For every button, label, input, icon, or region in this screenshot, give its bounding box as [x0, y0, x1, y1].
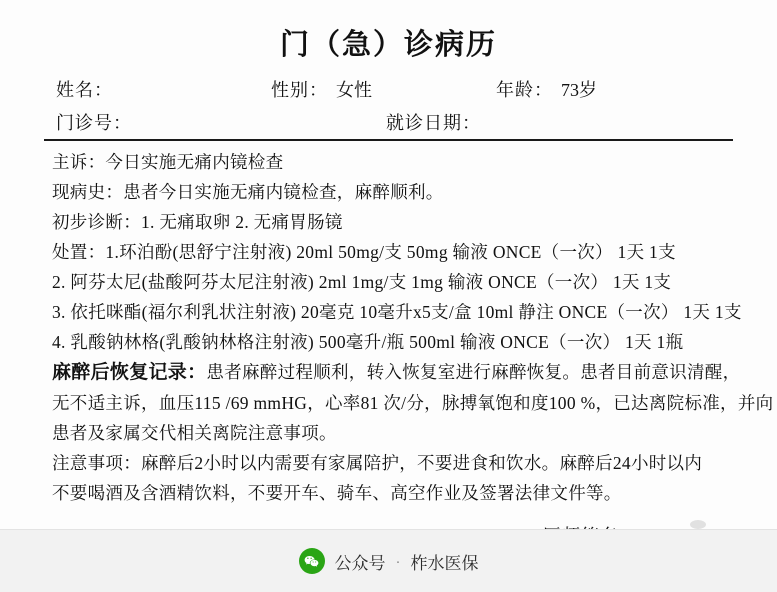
order-item: 2. 阿芬太尼(盐酸阿芬太尼注射液) 2ml 1mg/支 1mg 输液 ONCE（一次） 1天 1支: [52, 272, 672, 292]
notice-text: 不要喝酒及含酒精饮料，不要开车、骑车、高空作业及签署法律文件等。: [52, 483, 622, 503]
orders-label: 处置：: [52, 242, 106, 262]
history-text: 患者今日实施无痛内镜检查，麻醉顺利。: [123, 182, 444, 202]
recovery-text: 患者及家属交代相关离院注意事项。: [52, 423, 337, 443]
visit-date-field: [386, 109, 686, 135]
notice-line-2: [52, 478, 731, 508]
chief-complaint-text: 今日实施无痛内镜检查: [105, 152, 284, 172]
record-body: [0, 141, 777, 548]
clinic-number-label: 门诊号：: [56, 113, 132, 133]
patient-sex-label: 性别：: [271, 80, 328, 100]
history-label: 现病史：: [52, 182, 124, 202]
chief-complaint-label: 主诉：: [52, 152, 106, 172]
patient-age-field: [496, 76, 676, 102]
patient-header: [0, 69, 777, 135]
diagnosis-line: [52, 207, 731, 237]
recovery-text: 患者麻醉过程顺利，转入恢复室进行麻醉恢复。患者目前意识清醒，: [206, 362, 741, 382]
patient-age-value: 73岁: [561, 80, 597, 100]
page-title: 门（急）诊病历: [279, 29, 497, 61]
recovery-line-3: [52, 418, 731, 448]
order-item: 3. 依托咪酯(福尔利乳状注射液) 20毫克 10毫升x5支/盒 10ml 静注 ONCE（一次） 1天 1支: [52, 302, 742, 322]
order-item: 4. 乳酸钠林格(乳酸钠林格注射液) 500毫升/瓶 500ml 输液 ONCE（一次） 1天 1瓶: [52, 332, 684, 352]
footer-bar: [0, 529, 777, 592]
orders-line-2: [52, 267, 731, 297]
chief-complaint-line: [52, 147, 731, 177]
header-row-2: [56, 102, 721, 135]
patient-sex-field: [271, 76, 496, 102]
patient-name-label: 姓名：: [56, 80, 113, 100]
wechat-icon: [299, 548, 325, 574]
notice-text: 麻醉后2小时以内需要有家属陪护，不要进食和饮水。麻醉后24小时以内: [141, 453, 703, 473]
order-item: 1.环泊酚(思舒宁注射液) 20ml 50mg/支 50mg 输液 ONCE（一次） 1天 1支: [105, 242, 676, 262]
recovery-line-1: [52, 357, 741, 388]
patient-sex-value: 女性: [336, 80, 372, 100]
patient-name-field: [56, 76, 271, 102]
recovery-label: 麻醉后恢复记录：: [52, 362, 207, 383]
notice-label: 注意事项：: [52, 453, 141, 473]
wechat-account-credit: [299, 548, 479, 574]
orders-line-1: [52, 237, 731, 267]
orders-line-3: [52, 297, 742, 327]
notice-line-1: [52, 448, 731, 478]
footer-account-name: 柞水医保: [410, 553, 479, 573]
clinic-number-field: [56, 109, 386, 135]
history-line: [52, 177, 731, 207]
footer-account-label: 公众号: [334, 553, 386, 573]
patient-age-label: 年龄：: [496, 80, 553, 100]
diagnosis-label: 初步诊断：: [52, 212, 141, 232]
header-row-1: [56, 69, 721, 102]
paper-smudge: [690, 520, 706, 529]
recovery-text: 无不适主诉，血压115 /69 mmHG，心率81 次/分，脉搏氧饱和度100 %，已达离院标准，并向: [52, 393, 774, 413]
orders-line-4: [52, 327, 731, 357]
visit-date-label: 就诊日期：: [386, 113, 481, 133]
recovery-line-2: [52, 388, 774, 418]
footer-separator: ·: [395, 552, 401, 570]
diagnosis-text: 1. 无痛取卵 2. 无痛胃肠镜: [141, 212, 343, 232]
